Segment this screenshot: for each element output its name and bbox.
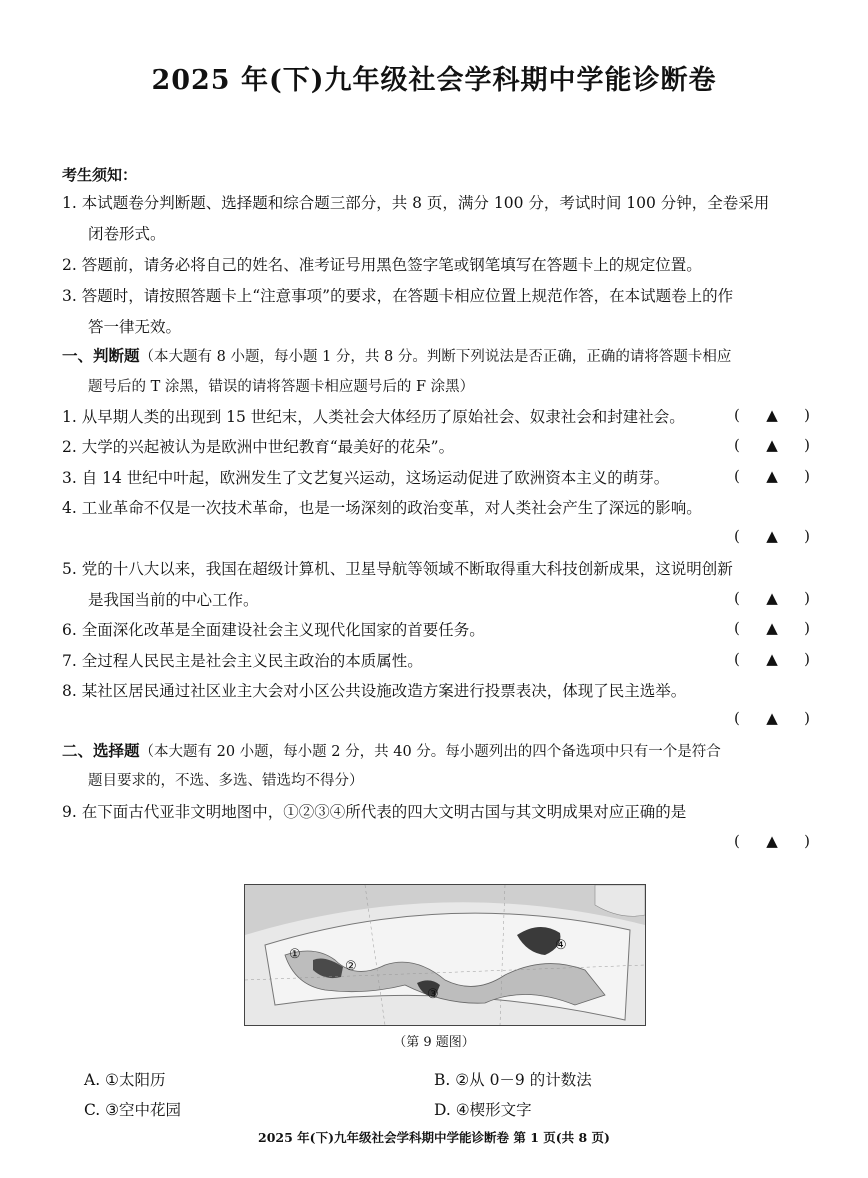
answer-mark-8: ( ▲ ) bbox=[734, 709, 810, 727]
section1-header bbox=[62, 345, 731, 368]
question-5-cont: 是我国当前的中心工作。 bbox=[88, 591, 259, 609]
map-marker-2: ② bbox=[345, 959, 357, 974]
question-4: 4. 工业革命不仅是一次技术革命，也是一场深刻的政治变革，对人类社会产生了深远的影响。 bbox=[62, 499, 702, 517]
answer-mark-4: ( ▲ ) bbox=[734, 527, 810, 545]
option-c: C. ③空中花园 bbox=[84, 1101, 182, 1119]
section2-heading: 二、选择题 bbox=[62, 741, 140, 760]
question-2: 2. 大学的兴起被认为是欧洲中世纪教育“最美好的花朵”。 bbox=[62, 438, 455, 456]
answer-mark-3: ( ▲ ) bbox=[734, 467, 810, 485]
question-6: 6. 全面深化改革是全面建设社会主义现代化国家的首要任务。 bbox=[62, 621, 485, 639]
answer-mark-9: ( ▲ ) bbox=[734, 832, 810, 850]
question-9: 9. 在下面古代亚非文明地图中，①②③④所代表的四大文明古国与其文明成果对应正确的是 bbox=[62, 803, 687, 821]
notice-item-3-cont: 答一律无效。 bbox=[88, 318, 182, 336]
figure-caption: （第 9 题图） bbox=[393, 1035, 475, 1050]
page-footer: 2025 年(下)九年级社会学科期中学能诊断卷 第 1 页(共 8 页) bbox=[258, 1130, 610, 1145]
section1-heading: 一、判断题 bbox=[62, 346, 140, 365]
notice-item-1: 1. 本试题卷分判断题、选择题和综合题三部分，共 8 页，满分 100 分，考试时间 100 分钟，全卷采用 bbox=[62, 194, 770, 212]
answer-mark-7: ( ▲ ) bbox=[734, 650, 810, 668]
answer-mark-1: ( ▲ ) bbox=[734, 406, 810, 424]
option-b: B. ②从 0－9 的计数法 bbox=[434, 1071, 592, 1089]
notice-item-2: 2. 答题前，请务必将自己的姓名、准考证号用黑色签字笔或钢笔填写在答题卡上的规定位置。 bbox=[62, 256, 702, 274]
question-5: 5. 党的十八大以来，我国在超级计算机、卫星导航等领域不断取得重大科技创新成果，这说明创新 bbox=[62, 560, 733, 578]
question-7: 7. 全过程人民民主是社会主义民主政治的本质属性。 bbox=[62, 652, 423, 670]
map-marker-3: ③ bbox=[427, 987, 439, 1002]
map-marker-4: ④ bbox=[555, 938, 567, 953]
notice-item-3: 3. 答题时，请按照答题卡上“注意事项”的要求，在答题卡相应位置上规范作答，在本试题卷上的作 bbox=[62, 287, 734, 305]
map-marker-1: ① bbox=[289, 947, 301, 962]
section1-desc: （本大题有 8 小题，每小题 1 分，共 8 分。判断下列说法是否正确，正确的请将答题卡相应 bbox=[139, 349, 732, 365]
option-d: D. ④楔形文字 bbox=[434, 1101, 532, 1119]
page-title: 2025 年(下)九年级社会学科期中学能诊断卷 bbox=[151, 65, 717, 96]
ancient-civilizations-map bbox=[244, 884, 646, 1026]
map-graphic bbox=[245, 885, 645, 1025]
section2-desc-cont: 题目要求的，不选、多选、错选均不得分） bbox=[88, 773, 364, 789]
section2-header bbox=[62, 740, 721, 763]
answer-mark-6: ( ▲ ) bbox=[734, 619, 810, 637]
notice-item-1-cont: 闭卷形式。 bbox=[88, 225, 166, 243]
notice-heading: 考生须知： bbox=[62, 166, 138, 184]
question-3: 3. 自 14 世纪中叶起，欧洲发生了文艺复兴运动，这场运动促进了欧洲资本主义的萌芽。 bbox=[62, 469, 670, 487]
answer-mark-5: ( ▲ ) bbox=[734, 589, 810, 607]
section2-desc: （本大题有 20 小题，每小题 2 分，共 40 分。每小题列出的四个备选项中只有一个是符合 bbox=[139, 744, 721, 760]
option-a: A. ①太阳历 bbox=[84, 1071, 166, 1089]
section1-desc-cont: 题号后的 T 涂黑，错误的请将答题卡相应题号后的 F 涂黑） bbox=[88, 379, 475, 395]
question-8: 8. 某社区居民通过社区业主大会对小区公共设施改造方案进行投票表决，体现了民主选举。 bbox=[62, 682, 687, 700]
question-1: 1. 从早期人类的出现到 15 世纪末，人类社会大体经历了原始社会、奴隶社会和封建社会。 bbox=[62, 408, 685, 426]
answer-mark-2: ( ▲ ) bbox=[734, 436, 810, 454]
